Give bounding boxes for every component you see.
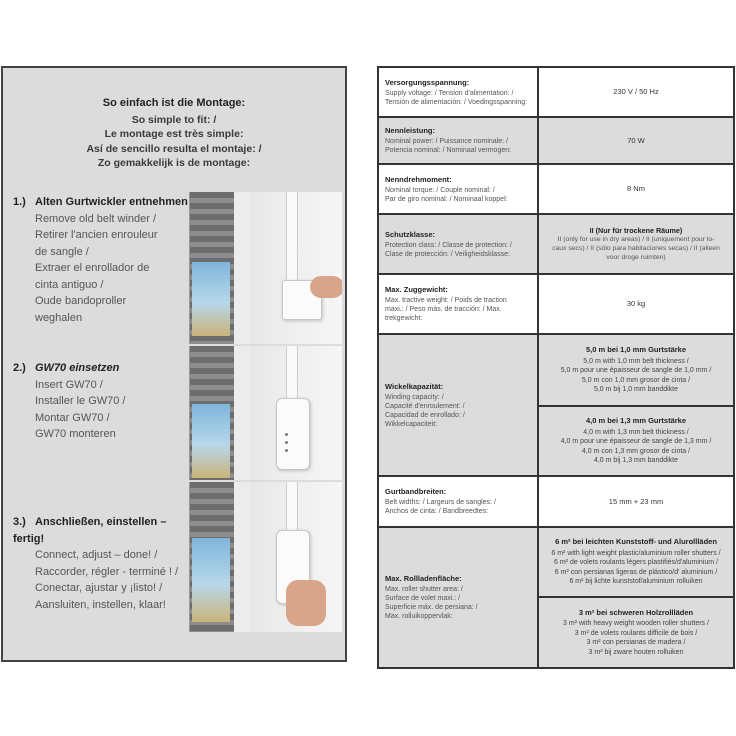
spec-subvalue-line: 5,0 m with 1,0 mm belt thickness / [583, 357, 689, 365]
spec-subvalue-line: 6 m² bij lichte kunststof/aluminium rolluiken [569, 578, 703, 586]
spec-label [379, 215, 539, 273]
window-frame [234, 346, 251, 480]
spec-subvalue-line: 6 m² with light weight plastic/aluminium roller shutters / [551, 549, 721, 557]
spec-subvalue-line: 3 m² de volets roulants difficile de bois / [574, 629, 698, 637]
spec-label-de: Max. Zuggewicht: [385, 285, 448, 294]
spec-subvalue-line: 6 m² con persianas ligeras de plástico/d' aluminium / [554, 568, 718, 576]
spec-label-de: Nennleistung: [385, 126, 435, 135]
step-line: Raccorder, régler - terminé ! / [35, 565, 179, 578]
spec-value: 8 Nm [627, 184, 645, 193]
spec-label-other: Supply voltage: / Tension d'alimentation: / [385, 89, 514, 97]
spec-label-other: Nominal power: / Puissance nominale: / [385, 138, 508, 145]
step-line: Retirer l'ancien enrouleur [35, 229, 158, 241]
step-2-photo [189, 346, 342, 480]
spec-subvalue-line: 6 m² de volets roulants légers plastifiés/d'aluminium / [554, 559, 718, 567]
spec-subvalue-line: 5,0 m bij 1,0 mm banddikte [593, 386, 679, 394]
step-line: Remove old belt winder / [35, 212, 157, 225]
spec-subvalue-heading: 5,0 m bei 1,0 mm Gurtstärke [585, 345, 687, 355]
intro-fr: Le montage est très simple: [104, 128, 244, 140]
step-3-photo [189, 482, 342, 632]
installation-intro [3, 96, 345, 171]
spec-label-other: maxi.: / Peso más. de tracción: / Max. [385, 306, 502, 313]
spec-subvalue-line: 4,0 m with 1,3 mm belt thickness / [583, 428, 689, 436]
spec-row-nominal-power [379, 118, 733, 165]
spec-label-other: trekgewicht: [385, 315, 423, 322]
spec-label-other: Belt widths: / Largeurs de sangles: / [385, 499, 496, 506]
spec-subvalue-line: 3 m² with heavy weight wooden roller shutters / [563, 620, 709, 628]
spec-label-de: Gurtbandbreiten: [385, 487, 447, 496]
led-icon [285, 441, 288, 444]
installation-panel [1, 66, 347, 662]
step-number: 2.) [13, 362, 26, 374]
spec-subvalue-heading: 3 m² bei schweren Holzrollläden [578, 607, 694, 617]
spec-value-line: II (Nur für trockene Räume) [589, 226, 683, 235]
spec-subvalue-heading: 4,0 m bei 1,3 mm Gurtstärke [585, 416, 687, 426]
step-line: Aansluiten, instellen, klaar! [35, 598, 166, 611]
step-number: 3.) [13, 516, 26, 528]
led-icon [285, 449, 288, 452]
spec-table [377, 66, 735, 669]
spec-value [539, 215, 733, 273]
step-line: Connect, adjust – done! / [35, 549, 158, 561]
spec-label [379, 165, 539, 213]
spec-label-other: Tensión de alimentación: / Voedingsspanning: [385, 98, 528, 106]
spec-row-max-shutter-area [379, 528, 733, 667]
spec-subvalue-heading: 6 m² bei leichten Kunststoff- und Alurollläden [555, 537, 717, 547]
step-number: 1.) [13, 196, 26, 208]
step-line: Insert GW70 / [35, 378, 103, 391]
spec-value-line: II (only for use in dry areas) / II (uniquement pour lo- [557, 236, 715, 243]
step-title: GW70 einsetzen [35, 362, 120, 374]
window-view [192, 262, 230, 336]
spec-subvalue-line: 4,0 m bij 1,3 mm banddikte [593, 457, 679, 465]
step-title: Anschließen, einstellen – fertig! [13, 516, 167, 545]
spec-label-other: Potencia nominal: / Nominaal vermogen: [385, 147, 512, 154]
led-icon [285, 433, 288, 436]
hand [310, 276, 342, 298]
spec-subvalue-line: 4,0 m pour une épaisseur de sangle de 1,3 mm / [560, 438, 712, 446]
belt [286, 192, 298, 282]
spec-row-winding-capacity [379, 335, 733, 477]
spec-label [379, 335, 539, 475]
step-line: Montar GW70 / [35, 411, 110, 424]
intro-en: So simple to fit: / [131, 113, 217, 126]
spec-subvalue [539, 598, 733, 667]
spec-label [379, 477, 539, 526]
window-view [192, 404, 230, 478]
spec-label-other: Winding capacity: / [385, 393, 444, 401]
spec-row-supply-voltage [379, 68, 733, 118]
spec-label-de: Max. Rollladenfläche: [385, 574, 462, 583]
spec-label-other: Nominal torque: / Couple nominal: / [385, 186, 495, 194]
spec-label-de: Wickelkapazität: [385, 381, 444, 391]
spec-label-other: Capacidad de enrollado: / [385, 411, 465, 419]
spec-label [379, 528, 539, 667]
step-title: Alten Gurtwickler entnehmen [35, 196, 188, 208]
intro-nl: Zo gemakkelijk is de montage: [97, 157, 251, 169]
spec-value-line: voor droge ruimten) [606, 254, 666, 261]
step-line: Oude bandoproller [35, 295, 127, 307]
spec-value: 30 kg [626, 299, 646, 308]
step-1 [13, 194, 193, 326]
spec-label-de: Schutzklasse: [385, 229, 436, 239]
spec-subvalue [539, 528, 733, 598]
gw70-device [276, 398, 310, 470]
spec-subvalue-line: 3 m² con persianas de madera / [586, 639, 686, 647]
spec-label [379, 118, 539, 163]
step-line: Conectar, ajustar y ¡listo! / [35, 582, 163, 594]
spec-value-line: caux secs) / II (sólo para habitaciones secas) / II (alleen [552, 245, 720, 252]
intro-es: Así de sencillo resulta el montaje: / [86, 142, 262, 155]
step-line: de sangle / [35, 245, 89, 258]
step-2 [13, 360, 193, 443]
spec-label [379, 275, 539, 333]
spec-label-de: Versorgungsspannung: [385, 77, 470, 87]
spec-label-de: Nenndrehmoment: [385, 174, 452, 184]
spec-value: 70 W [539, 118, 733, 163]
step-line: weghalen [35, 311, 83, 324]
intro-heading: So einfach ist die Montage: [102, 97, 246, 109]
spec-label-other: Surface de volet maxi.: / [385, 595, 461, 602]
spec-value: 15 mm + 23 mm [608, 496, 664, 506]
spec-subvalue-line: 4,0 m con 1,3 mm grosor de cinta / [581, 447, 691, 455]
step-1-photo [189, 192, 342, 344]
window-view [192, 538, 230, 622]
spec-label-other: Max. rolluikoppervlak: [385, 613, 453, 620]
step-line: GW70 monteren [35, 428, 116, 440]
spec-label-other: Superficie máx. de persiana: / [385, 604, 478, 611]
spec-row-protection-class [379, 215, 733, 275]
spec-label-other: Max. tractive weight: / Poids de traction [385, 297, 507, 304]
spec-subvalue [539, 407, 733, 475]
spec-label-other: Capacité d'enroulement: / [385, 402, 465, 410]
spec-label-other: Wikkelcapaciteit: [385, 420, 438, 428]
spec-label-other: Max. roller shutter area: / [385, 586, 463, 593]
spec-label-other: Clase de protección: / Veiligheidsklasse: [385, 250, 510, 258]
spec-row-belt-widths [379, 477, 733, 528]
window-frame [234, 192, 251, 344]
spec-subvalue-line: 3 m² bij zware houten rolluiken [588, 648, 684, 656]
window-frame [234, 482, 251, 632]
spec-subvalue [539, 335, 733, 407]
spec-row-max-tractive-weight [379, 275, 733, 335]
spec-label [379, 68, 539, 116]
step-line: cinta antiguo / [35, 278, 104, 291]
spec-label-other: Anchos de cinta: / Bandbreedtes: [385, 508, 489, 515]
step-line: Installer le GW70 / [35, 395, 126, 407]
spec-row-nominal-torque [379, 165, 733, 215]
belt [286, 346, 298, 406]
spec-label-other: Protection class: / Classe de protection: / [385, 241, 512, 249]
spec-subvalue-line: 5,0 m con 1,0 mm grosor de cinta / [581, 376, 691, 384]
step-3 [13, 514, 193, 613]
spec-value: 230 V / 50 Hz [613, 87, 659, 96]
spec-subvalue-line: 5,0 m pour une épaisseur de sangle de 1,0 mm / [560, 367, 712, 375]
hand [286, 580, 326, 626]
step-line: Extraer el enrollador de [35, 262, 150, 274]
spec-label-other: Par de giro nominal: / Nominaal koppel: [385, 195, 508, 203]
